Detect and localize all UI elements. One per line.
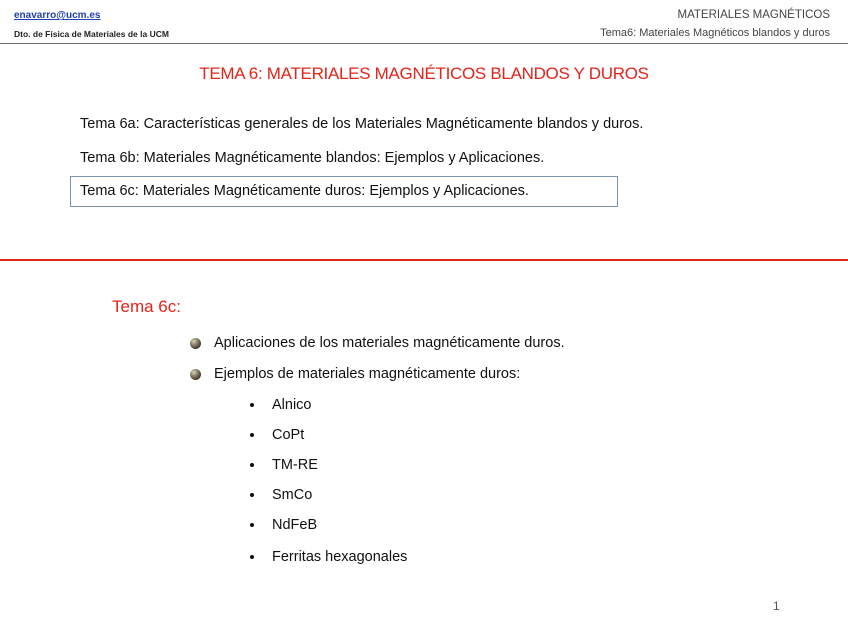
sub-bullet-item [250,549,407,565]
dot-bullet-icon [250,463,254,467]
sub-bullet-text: NdFeB [272,517,318,533]
bullet-item [190,366,520,382]
sub-bullet-item [250,427,304,443]
topic-6c: Tema 6c: Materiales Magnéticamente duros: Ejemplos y Aplicaciones. [80,183,529,199]
topic-6a: Tema 6a: Características generales de los Materiales Magnéticamente blandos y duros. [80,116,644,132]
page-number: 1 [773,599,780,613]
sub-bullet-item [250,457,318,473]
header-divider [0,43,848,44]
bullet-text: Aplicaciones de los materiales magnéticamente duros. [214,335,565,351]
bullet-text: Ejemplos de materiales magnéticamente duros: [214,366,521,382]
dot-bullet-icon [250,493,254,497]
course-title: MATERIALES MAGNÉTICOS [677,9,830,21]
sub-bullet-text: Alnico [272,397,312,413]
sub-bullet-item [250,517,317,533]
sub-bullet-text: SmCo [272,487,313,503]
header-subtitle: Tema6: Materiales Magnéticos blandos y duros [600,27,830,39]
sphere-bullet-icon [190,369,201,380]
dot-bullet-icon [250,433,254,437]
topic-6b: Tema 6b: Materiales Magnéticamente blandos: Ejemplos y Aplicaciones. [80,150,545,166]
section-divider [0,259,848,261]
author-email-link[interactable]: enavarro@ucm.es [14,10,101,21]
sub-bullet-text: TM-RE [272,457,318,473]
bullet-item [190,335,565,351]
dot-bullet-icon [250,403,254,407]
sub-bullet-item [250,397,312,413]
sub-bullet-text: Ferritas hexagonales [272,549,408,565]
section-title: Tema 6c: [112,297,181,316]
department-label: Dto. de Física de Materiales de la UCM [14,29,169,39]
slide-title: TEMA 6: MATERIALES MAGNÉTICOS BLANDOS Y DUROS [199,64,649,83]
sphere-bullet-icon [190,338,201,349]
dot-bullet-icon [250,555,254,559]
dot-bullet-icon [250,523,254,527]
sub-bullet-item [250,487,312,503]
sub-bullet-text: CoPt [272,427,305,443]
